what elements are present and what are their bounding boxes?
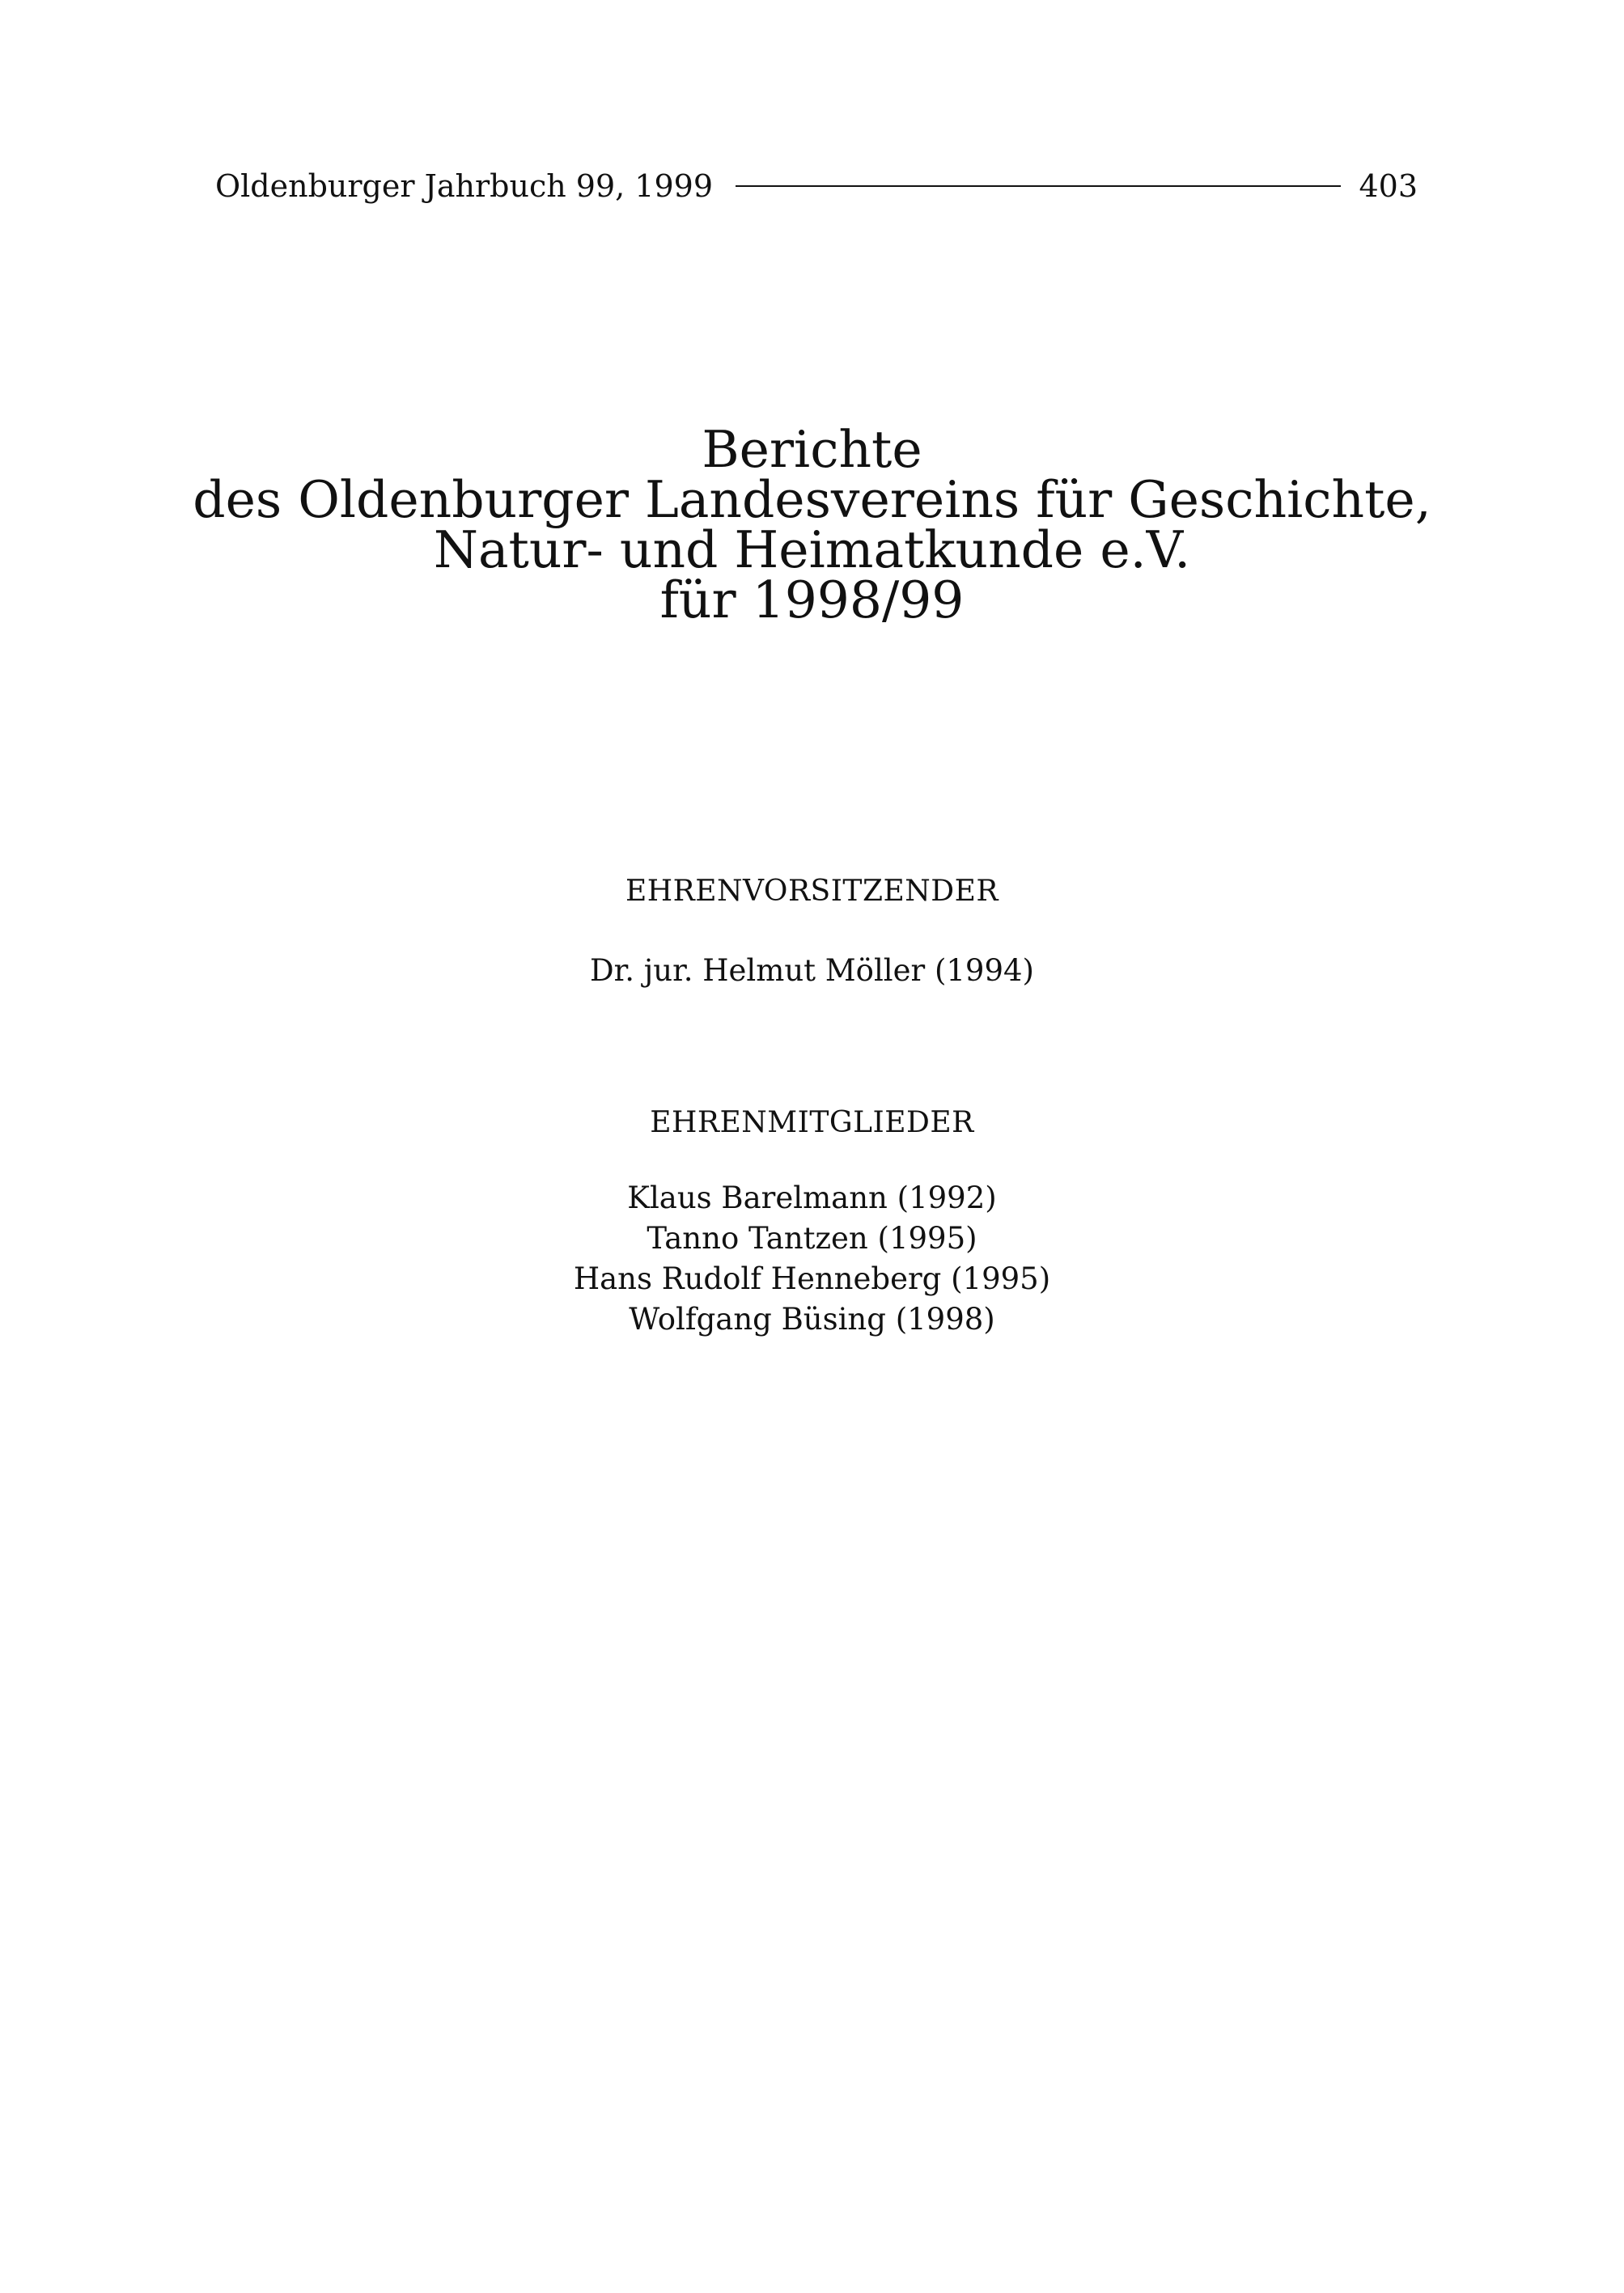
honorary-chair-name: Dr. jur. Helmut Möller (1994) xyxy=(589,953,1034,988)
page-title xyxy=(0,420,1624,629)
honorary-member-name: Wolfgang Büsing (1998) xyxy=(629,1302,995,1337)
page-number: 403 xyxy=(1359,168,1418,204)
honorary-chair-section xyxy=(0,872,1624,911)
honorary-members-heading: EHRENMITGLIEDER xyxy=(650,1106,974,1139)
title-line-2: des Oldenburger Landesvereins für Geschichte, xyxy=(193,470,1431,529)
honorary-chair-list xyxy=(0,951,1624,991)
running-head xyxy=(215,162,1418,210)
honorary-member-name: Hans Rudolf Henneberg (1995) xyxy=(573,1261,1051,1296)
honorary-members-section xyxy=(0,1104,1624,1142)
honorary-chair-heading: EHRENVORSITZENDER xyxy=(625,875,999,908)
honorary-members-list xyxy=(0,1178,1624,1340)
title-line-1: Berichte xyxy=(702,420,922,479)
journal-title: Oldenburger Jahrbuch 99, 1999 xyxy=(215,168,713,204)
title-line-4: für 1998/99 xyxy=(659,570,965,629)
header-rule xyxy=(736,185,1341,187)
honorary-member-name: Klaus Barelmann (1992) xyxy=(627,1180,997,1215)
honorary-member-name: Tanno Tantzen (1995) xyxy=(647,1221,977,1256)
title-line-3: Natur- und Heimatkunde e.V. xyxy=(433,520,1191,579)
